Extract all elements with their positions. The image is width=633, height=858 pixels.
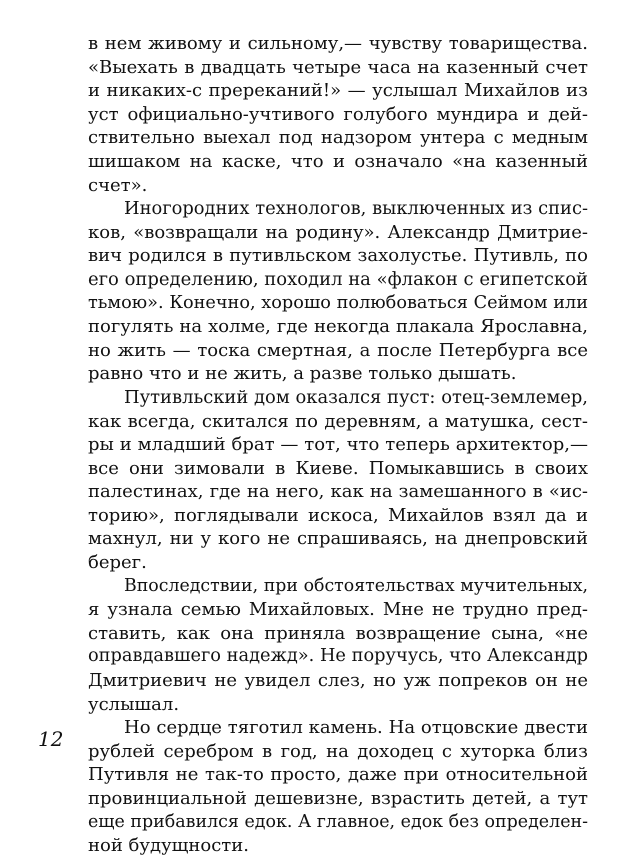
text-line: Иногородних технологов, выключенных из спис-	[124, 198, 588, 220]
text-line: его определению, походил на «флакон с египетской	[88, 268, 588, 290]
text-line: как всегда, скитался по деревням, а матушка, сест-	[88, 410, 588, 432]
text-line: ставить, как она приняла возвращение сына, «не	[88, 622, 588, 644]
text-line: равно что и не жить, а разве только дышать.	[88, 363, 517, 385]
body-text	[88, 32, 588, 858]
text-line: Путивльский дом оказался пуст: отец-землемер,	[124, 386, 588, 408]
text-line: шишаком на каске, что и означало «на казенный	[88, 150, 588, 172]
text-line: Путивля не так-то просто, даже при относительной	[88, 764, 588, 786]
text-line: берег.	[88, 552, 147, 574]
text-line: ков, «возвращали на родину». Александр Дмитрие-	[88, 221, 588, 243]
text-line: погулять на холме, где некогда плакала Ярославна,	[88, 316, 588, 338]
text-line: Дмитриевич не увидел слез, но уж попреков он не	[88, 670, 588, 692]
text-line: рублей серебром в год, на доходец с хуторка близ	[88, 740, 588, 762]
text-line: Впоследствии, при обстоятельствах мучительных,	[124, 575, 588, 596]
text-line: и никаких-с пререканий!» — услышал Михайлов из	[88, 80, 588, 102]
text-line: махнул, ни у кого не спрашиваясь, на днепровский	[88, 528, 588, 550]
text-line: провинциальной дешевизне, взрастить детей, а тут	[88, 788, 588, 809]
text-line: торию», поглядывали искоса, Михайлов взял да и	[88, 504, 588, 526]
text-line: оправдавшего надежд». Не поручусь, что Александр	[88, 646, 588, 667]
text-line: в нем живому и сильному,— чувству товарищества.	[88, 33, 588, 54]
text-line: палестинах, где на него, как на замешанного в «ис-	[88, 481, 588, 503]
text-line: счет».	[88, 174, 148, 196]
text-line: Но сердце тяготил камень. На отцовские двести	[124, 717, 588, 739]
text-line: «Выехать в двадцать четыре часа на казенный счет	[88, 56, 588, 78]
text-line: вич родился в путивльском захолустье. Путивль, по	[88, 245, 588, 267]
page-number: 12	[38, 727, 64, 751]
text-line: еще прибавился едок. А главное, едок без определен-	[88, 811, 588, 832]
text-line: я узнала семью Михайловых. Мне не трудно пред-	[88, 599, 588, 621]
text-line: ры и младший брат — тот, что теперь архитектор,—	[88, 434, 588, 456]
text-line: ствительно выехал под надзором унтера с медным	[88, 127, 588, 149]
text-line: ной будущности.	[88, 835, 249, 857]
text-line: все они зимовали в Киеве. Помыкавшись в своих	[88, 457, 588, 479]
text-line: но жить — тоска смертная, а после Петербурга все	[88, 339, 588, 361]
text-line: тьмою». Конечно, хорошо полюбоваться Сеймом или	[88, 292, 588, 313]
text-line: услышал.	[88, 693, 180, 715]
text-line: уст официально-учтивого голубого мундира и дей-	[88, 103, 588, 125]
